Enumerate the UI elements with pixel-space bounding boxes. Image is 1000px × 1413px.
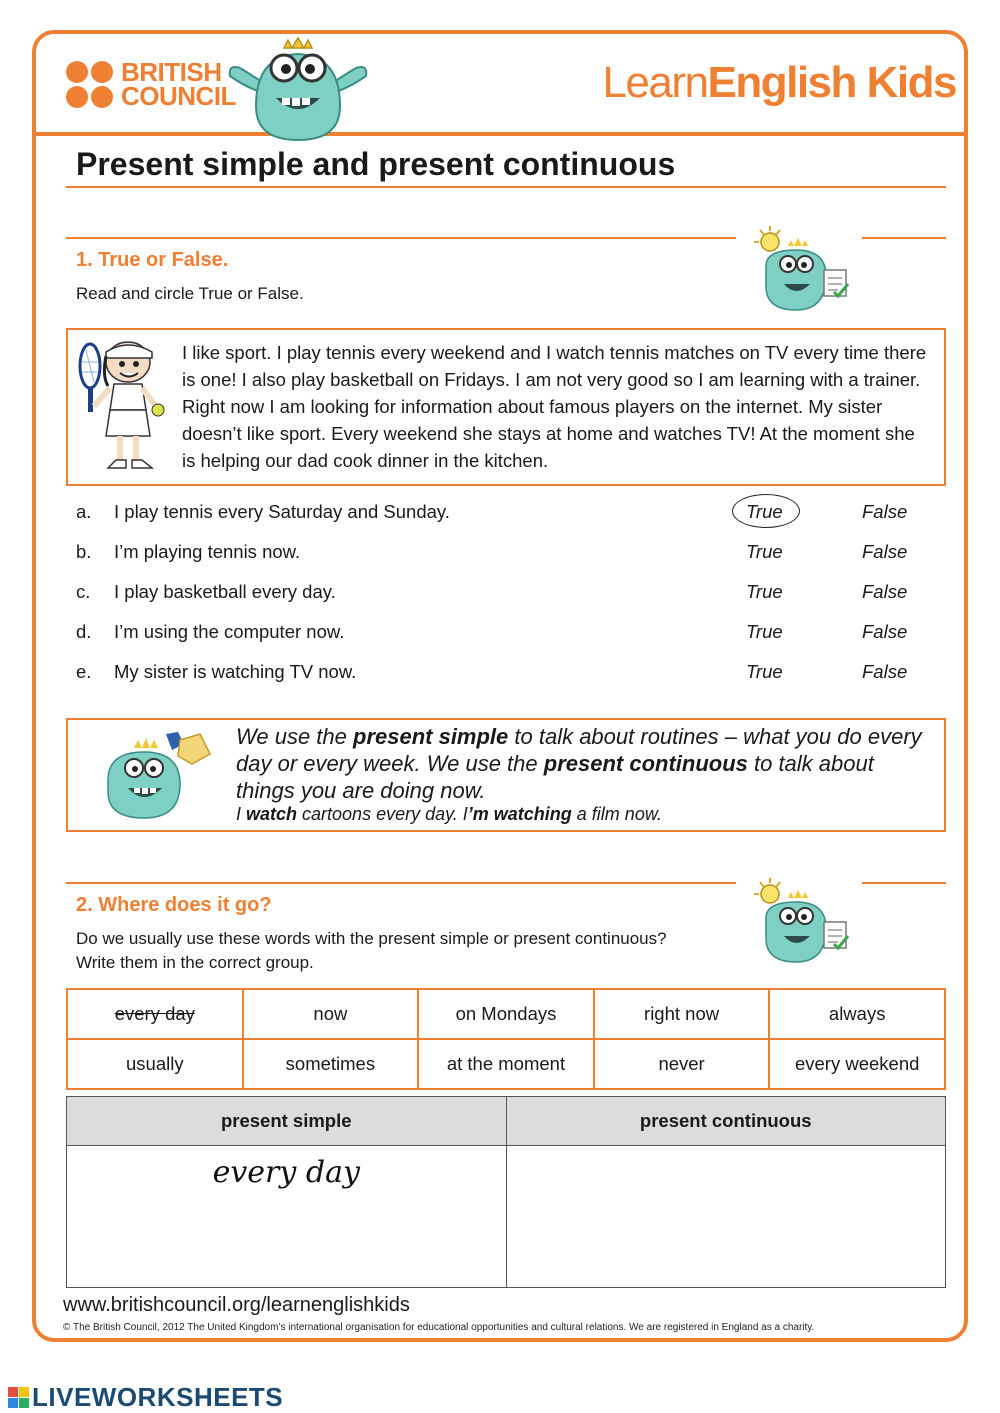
question-row-a: [76, 492, 936, 532]
question-letter: b.: [76, 541, 92, 562]
tennis-girl-icon: [76, 336, 172, 478]
liveworksheets-text: LIVEWORKSHEETS: [32, 1382, 284, 1412]
false-option[interactable]: False: [862, 621, 908, 642]
question-row-d: [76, 612, 936, 652]
word-card[interactable]: right now: [594, 989, 770, 1039]
grouping-table: [66, 1096, 946, 1288]
section2-instruction-line1: Do we usually use these words with the present simple or present continuous?: [76, 929, 667, 948]
monster-mascot-icon: [226, 36, 370, 142]
word-card[interactable]: on Mondays: [418, 989, 594, 1039]
word-card[interactable]: now: [243, 989, 419, 1039]
true-option[interactable]: True: [746, 541, 783, 562]
grammar-tip-text: We use the present simple to talk about routines – what you do every day or every week. We use the present continuous to talk about things you are doing now.: [236, 724, 922, 803]
present-continuous-header: present continuous: [506, 1097, 946, 1146]
word-card[interactable]: every day: [67, 989, 243, 1039]
question-row-e: [76, 652, 936, 692]
true-option[interactable]: True: [746, 501, 783, 522]
learnenglish-kids-logo: LearnEnglish Kids: [602, 58, 956, 107]
section2-rule-right: [862, 882, 946, 884]
footer-url: www.britishcouncil.org/learnenglishkids: [63, 1294, 410, 1316]
title-underline: [66, 186, 946, 188]
monster-idea-icon: [748, 226, 854, 316]
false-option[interactable]: False: [862, 581, 908, 602]
word-card[interactable]: sometimes: [243, 1039, 419, 1089]
word-card[interactable]: usually: [67, 1039, 243, 1089]
question-text: My sister is watching TV now.: [114, 661, 357, 682]
word-card[interactable]: at the moment: [418, 1039, 594, 1089]
question-letter: c.: [76, 581, 91, 602]
word-card[interactable]: always: [769, 989, 945, 1039]
false-option[interactable]: False: [862, 541, 908, 562]
present-simple-header: present simple: [67, 1097, 507, 1146]
present-simple-dropzone[interactable]: [67, 1146, 507, 1288]
monster-idea-icon: [748, 878, 854, 968]
question-text: I play tennis every Saturday and Sunday.: [114, 501, 450, 522]
true-option[interactable]: True: [746, 621, 783, 642]
question-row-b: [76, 532, 936, 572]
question-letter: d.: [76, 621, 92, 642]
footer-copyright: © The British Council, 2012 The United Kingdom’s international organisation for educational opportunities and cultural relations. We are registered in England as a charity.: [63, 1322, 815, 1333]
british-council-dots-icon: [66, 61, 113, 108]
true-option[interactable]: True: [746, 581, 783, 602]
word-bank-table: [66, 988, 946, 1090]
section1-heading: 1. True or False.: [76, 249, 229, 271]
section2-rule-left: [66, 882, 736, 884]
section2-heading: 2. Where does it go?: [76, 894, 272, 916]
grammar-tip-example: I watch cartoons every day. I’m watching a film now.: [236, 804, 662, 824]
liveworksheets-icon: [8, 1387, 29, 1408]
present-continuous-dropzone[interactable]: [506, 1146, 946, 1288]
question-letter: e.: [76, 661, 92, 682]
section2-instruction-line2: Write them in the correct group.: [76, 953, 314, 972]
reading-passage: I like sport. I play tennis every weekend and I watch tennis matches on TV every time there is one! I also play basketball on Fridays. I am not very good so I am learning with a trainer. Right now I am looking for information about famous players on the internet. My sister doesn’t like sport. Every weekend she stays at home and watches TV! At the moment she is helping our dad cook dinner in the kitchen.: [182, 342, 927, 471]
true-option[interactable]: True: [746, 661, 783, 682]
false-option[interactable]: False: [862, 661, 908, 682]
liveworksheets-logo: [8, 1382, 283, 1413]
section2-instruction: [76, 927, 667, 975]
word-card[interactable]: every weekend: [769, 1039, 945, 1089]
british-council-logo: [66, 57, 236, 111]
question-letter: a.: [76, 501, 92, 522]
handwritten-answer: every day: [212, 1155, 360, 1190]
question-text: I play basketball every day.: [114, 581, 336, 602]
logo-line-2: COUNCIL: [121, 81, 236, 111]
section1-instruction: Read and circle True or False.: [76, 284, 304, 303]
section1-rule-left: [66, 237, 736, 239]
question-text: I’m playing tennis now.: [114, 541, 301, 562]
section1-rule-right: [862, 237, 946, 239]
page-title: Present simple and present continuous: [76, 146, 676, 182]
question-row-c: [76, 572, 936, 612]
logo-line-1: BRITISH: [121, 57, 222, 87]
question-text: I’m using the computer now.: [114, 621, 345, 642]
word-card[interactable]: never: [594, 1039, 770, 1089]
monster-teacher-icon: [100, 730, 220, 820]
header-divider: [34, 132, 966, 136]
false-option[interactable]: False: [862, 501, 908, 522]
